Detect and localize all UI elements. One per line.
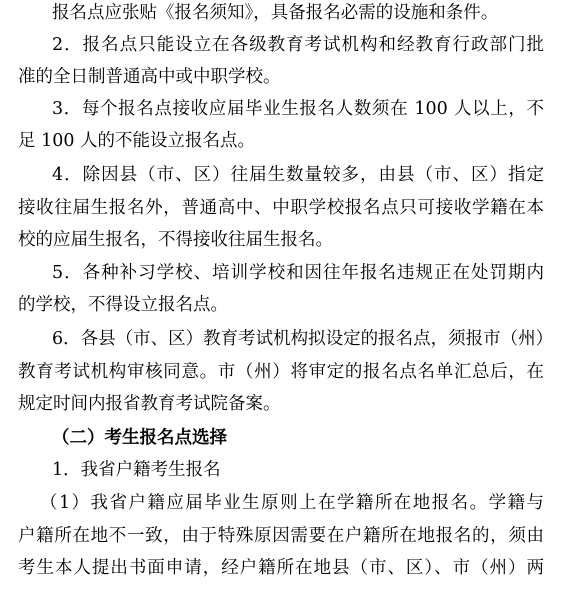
text-line: 规定时间内报省教育考试院备案。 bbox=[18, 394, 281, 414]
text-line: 户籍所在地不一致，由于特殊原因需要在户籍所在地报名的，须由 bbox=[18, 526, 544, 546]
text-line: 的学校，不得设立报名点。 bbox=[18, 295, 228, 315]
text-line: 4．除因县（市、区）往届生数量较多，由县（市、区）指定 bbox=[52, 165, 544, 185]
text-line: 足 100 人的不能设立报名点。 bbox=[18, 131, 256, 151]
text-line: 准的全日制普通高中或中职学校。 bbox=[18, 67, 281, 87]
text-line: 6．各县（市、区）教育考试机构拟设定的报名点，须报市（州） bbox=[52, 329, 554, 349]
text-line: 校的应届生报名，不得接收往届生报名。 bbox=[18, 230, 333, 250]
section-heading: （二）考生报名点选择 bbox=[52, 428, 227, 448]
text-line: 报名点应张贴《报名须知》，具备报名必需的设施和条件。 bbox=[52, 3, 499, 23]
text-line: 5．各种补习学校、培训学校和因往年报名违规正在处罚期内 bbox=[52, 263, 544, 283]
text-line: 接收往届生报名外，普通高中、中职学校报名点只可接收学籍在本 bbox=[18, 198, 544, 218]
text-line: 教育考试机构审核同意。市（州）将审定的报名点名单汇总后，在 bbox=[18, 362, 544, 382]
text-line: （1）我省户籍应届毕业生原则上在学籍所在地报名。学籍与 bbox=[40, 493, 544, 513]
text-line: 考生本人提出书面申请，经户籍所在地县（市、区）、市（州）两 bbox=[18, 558, 544, 578]
subsection-heading: 1．我省户籍考生报名 bbox=[52, 460, 221, 480]
text-line: 3．每个报名点接收应届毕业生报名人数须在 100 人以上，不 bbox=[52, 99, 544, 119]
text-line: 2．报名点只能设立在各级教育考试机构和经教育行政部门批 bbox=[52, 35, 544, 55]
